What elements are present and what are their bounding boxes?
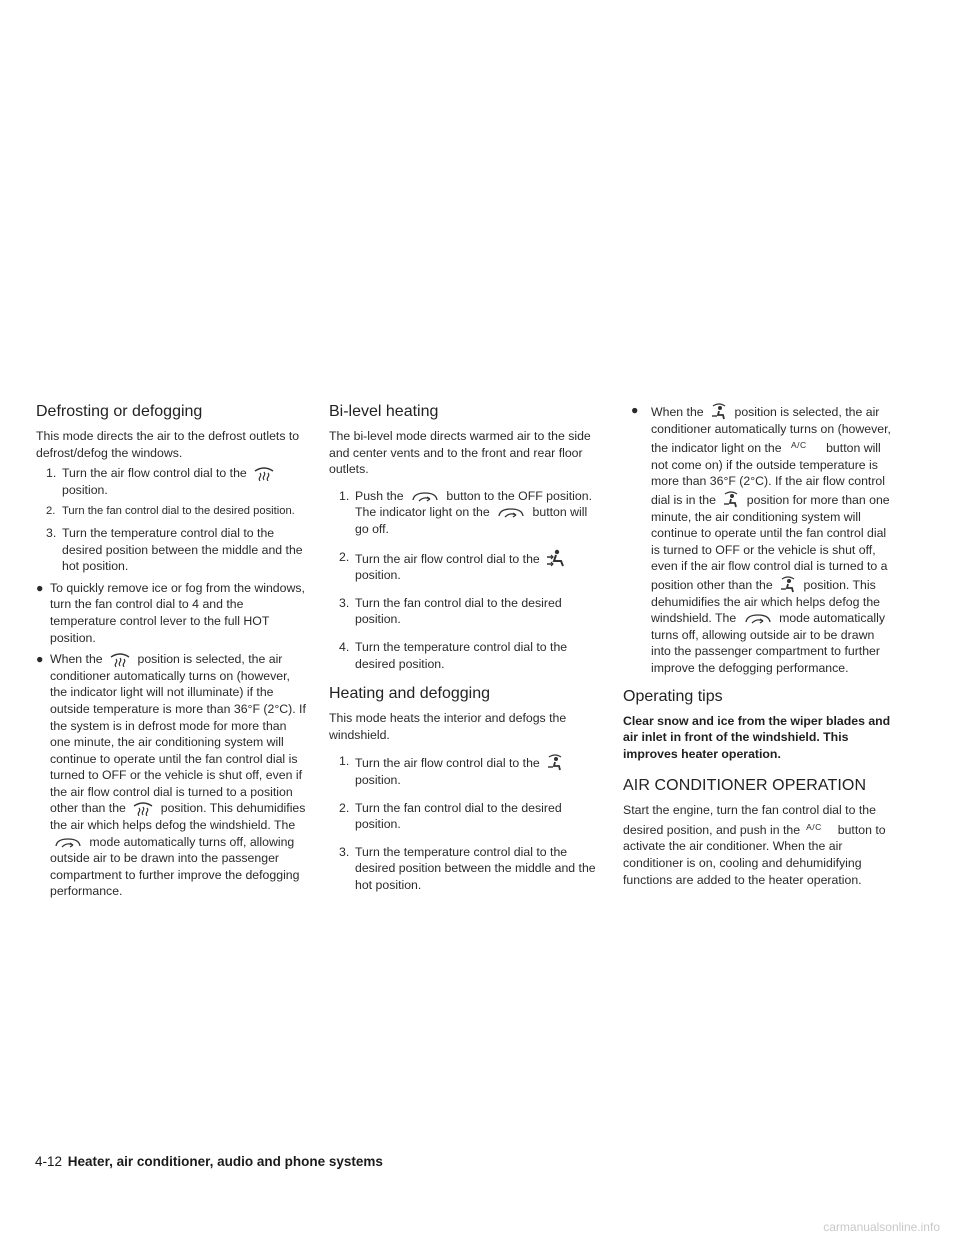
recirculation-icon [496,506,526,520]
bilevel-step-1: 1. Push the button to the OFF position. The indicator light on the button will go off. [339,488,592,536]
bilevel-step-2: 2. Turn the air flow control dial to the position. [329,549,603,584]
defrost-step-2: 2. Turn the fan control dial to the desired position. [46,505,295,518]
recirculation-icon [410,490,440,504]
heat-defog-icon [710,402,728,420]
heatdefog-intro: This mode heats the interior and defogs the windshield. [329,711,567,742]
bilevel-intro: The bi-level mode directs warmed air to the side and center vents and to the front and rear floor outlets. [329,429,591,477]
defrost-step-1: 1. Turn the air flow control dial to the position. [36,465,310,498]
recirculation-icon [53,836,83,850]
page-number: 4-12 [35,1154,63,1169]
ac-label: A/C [806,821,822,832]
defrost-icon [109,651,131,667]
heatdefog-step-1: 1. Turn the air flow control dial to the position. [329,753,603,788]
defrost-bullet-2: ● When the position is selected, the air conditioner automatically turns on (however, the indicator light will not illuminate) if the outside temperature is more than 36°F (2°C). If the system is in defrost mode for more than one minute, the air conditioning system will continue to operate until the fan control dial is turned to OFF or the vehicle is shut off, even if the air flow control dial is turned to a position other than the position. This dehumidifies the air which helps defog the windshield. The mode automatically turns off, allowing outside air to be drawn into the passenger compartment to further improve the defogging performance. [36,652,306,899]
heat-defog-icon [722,490,740,508]
bilevel-step-3: 3. Turn the fan control dial to the desired position. [339,595,562,627]
bilevel-step-4: 4. Turn the temperature control dial to the desired position. [339,639,568,671]
heat-defog-icon [779,575,797,593]
defrost-icon [132,800,154,816]
defrost-intro: This mode directs the air to the defrost outlets to defrost/defog the windows. [36,429,300,460]
defrost-icon [253,465,275,481]
column-defrost [36,402,310,905]
heading-heatdefog: Heating and defogging [329,685,491,703]
page-footer [35,1154,383,1169]
recirculation-icon [743,612,773,626]
defrost-bullet-1: ● To quickly remove ice or fog from the windows, turn the fan control dial to 4 and the temperature control lever to the full HOT position. [36,580,305,645]
heatdefog-bullet: ● When the position is selected, the air conditioner automatically turns on (however, the indicator light on the $^{A/C}$ button will not come on) if the outside temperature is more than 36°F (2°C). If the air flow control dial is in the position for more than one minute, the air conditioning system will continue to operate until the fan control dial is turned to OFF or the vehicle is shut off, even if the air flow control dial is turned to a position other than the position. This dehumidifies the air which helps defog the windshield. The mode automatically turns off, allowing outside air to be drawn into the passenger compartment to further improve the defogging performance. [631,403,891,675]
heading-defrost: Defrosting or defogging [36,403,203,420]
tips-text: Clear snow and ice from the wiper blades and air inlet in front of the windshield. This improves heater operation. [623,713,891,761]
heat-defog-icon [546,753,564,771]
heatdefog-step-2: 2. Turn the fan control dial to the desired position. [339,800,562,832]
footer-title: Heater, air conditioner, audio and phone systems [67,1154,383,1169]
heatdefog-step-3: 3. Turn the temperature control dial to the desired position between the middle and the hot position. [339,844,596,892]
watermark: carmanualsonline.info [823,1220,940,1234]
heading-tips: Operating tips [623,687,723,705]
defrost-step-3: 3. Turn the temperature control dial to the desired position between the middle and the hot position. [46,525,303,574]
column-bilevel [329,402,603,898]
ac-label: A/C [791,440,807,451]
column-ac [623,402,897,892]
heading-bilevel: Bi-level heating [329,403,439,420]
heading-ac-operation: AIR CONDITIONER OPERATION [623,777,867,795]
ac-text: Start the engine, turn the fan control dial to the desired position, and push in the $^{A/C}$ button to activate the air conditioner. When the air conditioner is on, cooling and dehumidifying functions are added to the heater operation. [623,803,886,887]
bilevel-icon [546,549,566,567]
